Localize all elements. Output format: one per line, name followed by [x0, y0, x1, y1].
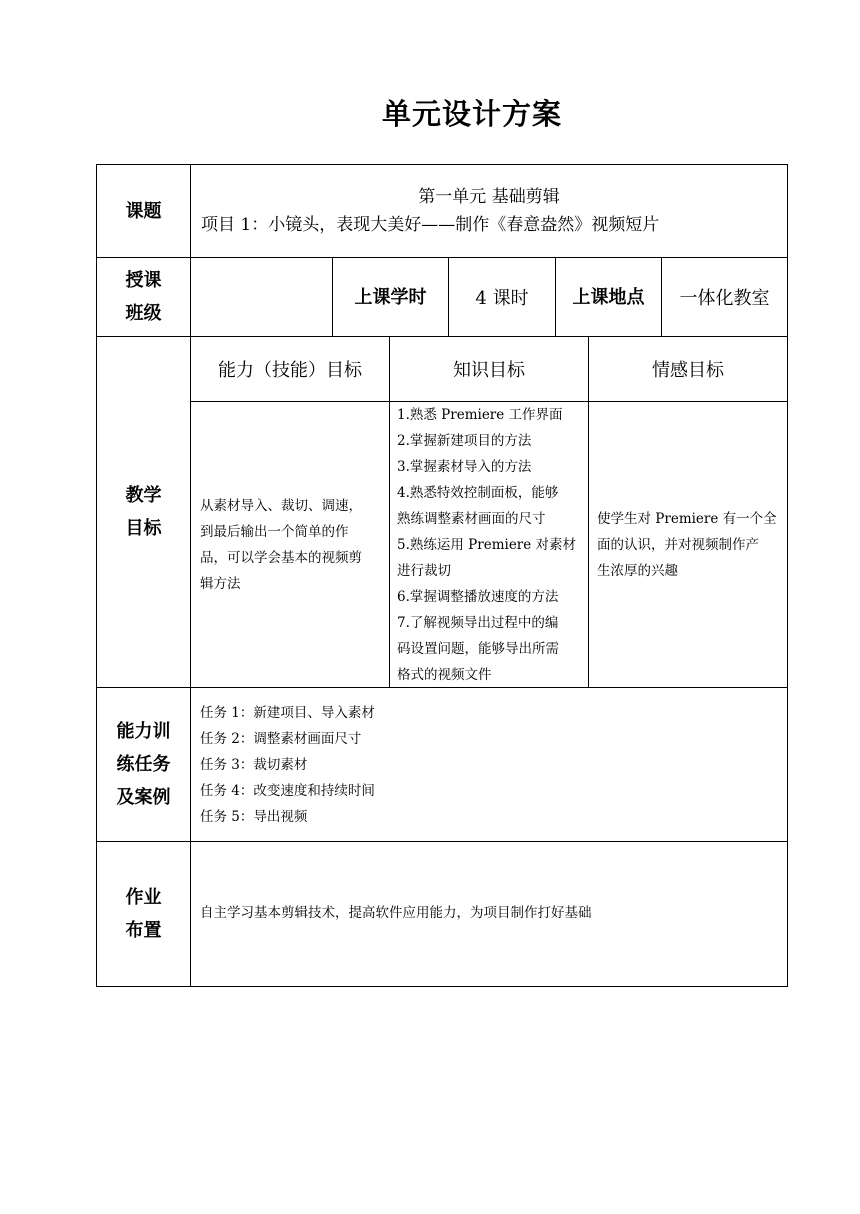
- list-item: 7.了解视频导出过程中的编: [397, 615, 559, 631]
- list-item: 6.掌握调整播放速度的方法: [397, 589, 559, 605]
- list-item: 进行裁切: [397, 563, 451, 579]
- class-label: 授课 班级: [125, 270, 162, 324]
- emotion-header: 情感目标: [652, 360, 724, 381]
- objectives-label: 教学 目标: [125, 485, 162, 539]
- list-item: 格式的视频文件: [397, 667, 492, 683]
- list-item: 3.掌握素材导入的方法: [397, 459, 532, 475]
- list-item: 2.掌握新建项目的方法: [397, 433, 532, 449]
- list-item: 任务 4：改变速度和持续时间: [200, 783, 375, 799]
- hours-label: 上课学时: [354, 286, 427, 308]
- list-item: 任务 3：裁切素材: [200, 757, 308, 773]
- emotion-objective: 使学生对 Premiere 有一个全 面的认识，并对视频制作产 生浓厚的兴趣: [597, 511, 777, 579]
- task-list: [200, 700, 780, 830]
- list-item: 任务 5：导出视频: [200, 809, 308, 825]
- subject-label: 课题: [125, 200, 162, 222]
- list-item: 任务 2：调整素材画面尺寸: [200, 731, 362, 747]
- list-item: 1.熟悉 Premiere 工作界面: [397, 407, 563, 423]
- hours-value: 4 课时: [475, 288, 529, 309]
- list-item: 熟练调整素材画面的尺寸: [397, 511, 546, 527]
- subject-content: [191, 165, 787, 257]
- location-value: 一体化教室: [679, 288, 770, 309]
- tasks-label: 能力训 练任务 及案例: [116, 721, 171, 808]
- list-item: 5.熟练运用 Premiere 对素材: [397, 537, 577, 553]
- homework-label: 作业 布置: [125, 887, 162, 941]
- subject-unit-line: 第一单元 基础剪辑: [418, 187, 560, 207]
- ability-objective: 从素材导入、裁切、调速， 到最后输出一个简单的作 品，可以学会基本的视频剪 辑方法: [200, 498, 362, 592]
- list-item: 任务 1：新建项目、导入素材: [200, 705, 375, 721]
- knowledge-header: 知识目标: [453, 360, 525, 381]
- knowledge-objective: [397, 402, 587, 688]
- class-value: [191, 258, 332, 336]
- document-title: 单元设计方案: [381, 97, 562, 131]
- ability-header: 能力（技能）目标: [218, 360, 362, 381]
- list-item: 4.熟悉特效控制面板，能够: [397, 485, 559, 501]
- location-label: 上课地点: [572, 286, 645, 308]
- subject-project-line: 项目 1：小镜头，表现大美好——制作《春意盎然》视频短片: [201, 215, 660, 235]
- homework-content: 自主学习基本剪辑技术，提高软件应用能力，为项目制作打好基础: [200, 905, 592, 921]
- list-item: 码设置问题，能够导出所需: [397, 641, 559, 657]
